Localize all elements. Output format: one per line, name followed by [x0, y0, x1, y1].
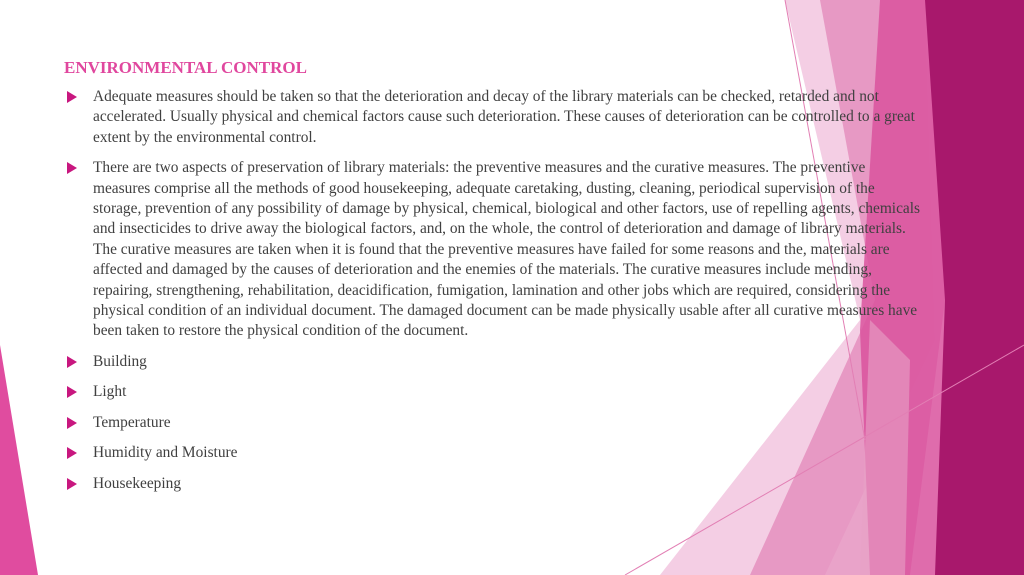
bullet-text: Humidity and Moisture [93, 444, 238, 462]
bullet-item [64, 352, 924, 372]
bullet-text: Light [93, 383, 127, 401]
triangle-bullet-icon [67, 386, 77, 398]
bullet-item [64, 87, 924, 148]
triangle-bullet-icon [67, 162, 77, 174]
triangle-bullet-icon [67, 356, 77, 368]
bullet-item [64, 158, 924, 342]
triangle-bullet-icon [67, 91, 77, 103]
triangle-bullet-icon [67, 447, 77, 459]
slide-title: ENVIRONMENTAL CONTROL [64, 58, 307, 77]
deco-shape-left-sliver [0, 345, 38, 575]
bullet-text: Temperature [93, 413, 171, 431]
bullet-text: Adequate measures should be taken so that the deterioration and decay of the library materials can be checked, retarded and not accelerated. Usually physical and chemical factors cause such deterioration. These causes of deterioration can be controlled to a great extent by the environmental control. [93, 88, 915, 146]
bullet-text: Building [93, 352, 147, 370]
bullet-item [64, 413, 924, 433]
bullet-item [64, 474, 924, 494]
triangle-bullet-icon [67, 417, 77, 429]
bullet-text: Housekeeping [93, 474, 182, 492]
bullet-item [64, 382, 924, 402]
bullet-list [64, 87, 924, 494]
bullet-text: There are two aspects of preservation of library materials: the preventive measures and the curative measures. The preventive measures comprise all the methods of good housekeeping, adequate caretaking, dusting, cleaning, periodical supervision of the storage, prevention of any possibility of damage by physical, chemical, biological and other factors, use of repelling agents, chemicals and insecticides to drive away the biological factors, and, on the whole, the control of deterioration and damage of library materials. The curative measures are taken when it is found that the preventive measures have failed for some reasons and the, materials are affected and damaged by the causes of deterioration and the enemies of the materials. The curative measures include mending, repairing, strengthening, rehabilitation, deacidification, fumigation, lamination and other jobs which are required, considering the physical condition of an individual document. The damaged document can be made physically usable after all curative measures have been taken to restore the physical condition of the document. [93, 159, 920, 340]
triangle-bullet-icon [67, 478, 77, 490]
bullet-item [64, 443, 924, 463]
slide-content [64, 58, 924, 504]
